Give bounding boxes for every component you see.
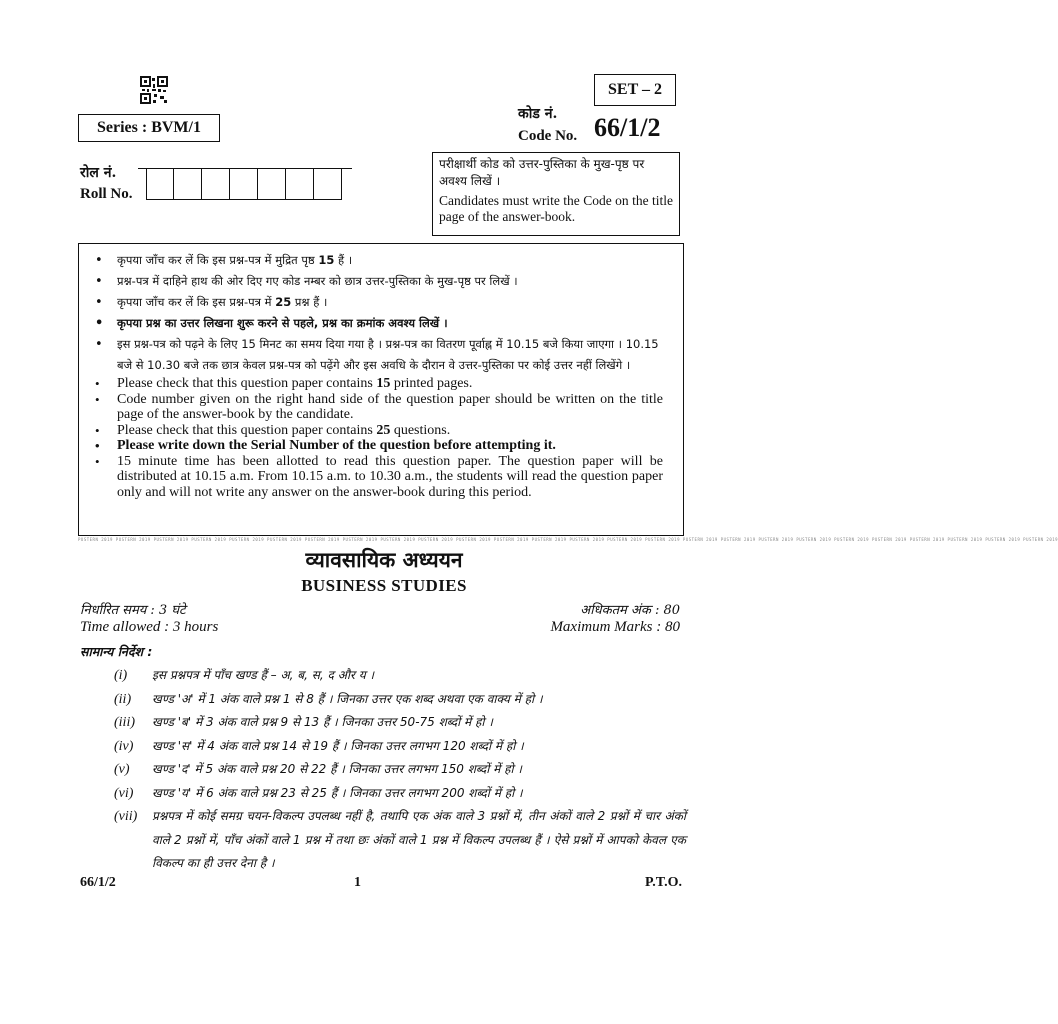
instruction-text: 15 minute time has been allotted to read this question paper. The question paper will be distributed at 10.15 a.m. From 10.15 a.m. to 10.30 a.m., the students will read the question paper only and will not write any answer on the answer-book during this period.	[117, 453, 663, 500]
general-instruction-item	[80, 735, 686, 759]
instruction-item-en	[117, 376, 663, 392]
general-instruction-text: प्रश्नपत्र में कोई समग्र चयन-विकल्प उपलब्ध नहीं है, तथापि एक अंक वाले 3 प्रश्नों में, तीन अंकों वाले 2 प्रश्नों में चार अंकों वाले 2 प्रश्नों में, पाँच अंकों वाले 1 प्रश्न में तथा छः अंकों वाले 1 प्रश्न में विकल्प उपलब्ध हैं । ऐसे प्रश्नों में आपको केवल एक विकल्प का ही उत्तर देना है ।	[152, 809, 686, 870]
instruction-number: 25	[376, 422, 391, 438]
general-instruction-text: खण्ड 'य' में 6 अंक वाले प्रश्न 23 से 25 हैं । जिनका उत्तर लगभग 200 शब्दों में हो ।	[152, 785, 523, 800]
instruction-text-end: questions.	[390, 422, 451, 438]
instruction-item-en	[117, 423, 663, 439]
roll-number-box[interactable]	[146, 168, 174, 200]
roll-number-box[interactable]	[202, 168, 230, 200]
general-instruction-number: (vi)	[114, 785, 134, 801]
roll-label-hindi: रोल नं.	[80, 165, 117, 181]
instruction-text: इस प्रश्न-पत्र को पढ़ने के लिए 15 मिनट का समय दिया गया है । प्रश्न-पत्र का वितरण पूर्वाह्न में 10.15 बजे किया जाएगा । 10.15 बजे से 10.30 बजे तक छात्र केवल प्रश्न-पत्र को पढ़ेंगे और इस अवधि के दौरान वे उत्तर-पुस्तिका पर कोई उत्तर नहीं लिखेंगे ।	[117, 337, 659, 372]
instruction-text: प्रश्न-पत्र में दाहिने हाथ की ओर दिए गए कोड नम्बर को छात्र उत्तर-पुस्तिका के मुख-पृष्ठ पर लिखें ।	[117, 274, 518, 288]
instruction-item-hi	[117, 250, 663, 271]
general-instruction-number: (iv)	[114, 738, 134, 754]
roll-number-box[interactable]	[258, 168, 286, 200]
max-marks-hindi: अधिकतम अंक : 80	[580, 603, 680, 618]
instruction-item-hi	[117, 292, 663, 313]
pto-label: P.T.O.	[645, 875, 682, 890]
footer-code: 66/1/2	[80, 875, 116, 890]
general-instruction-number: (iii)	[114, 715, 135, 730]
time-allowed-english: Time allowed : 3 hours	[80, 619, 219, 635]
instruction-item-hi	[117, 313, 663, 334]
code-number: 66/1/2	[594, 113, 661, 142]
general-instructions-title: सामान्य निर्देश :	[80, 644, 153, 659]
instruction-text: Please check that this question paper contains	[117, 422, 377, 438]
instruction-text: कृपया जाँच कर लें कि इस प्रश्न-पत्र में	[117, 295, 276, 309]
roll-number-box[interactable]	[286, 168, 314, 200]
general-instruction-text: खण्ड 'ब' में 3 अंक वाले प्रश्न 9 से 13 हैं । जिनका उत्तर 50-75 शब्दों में हो ।	[152, 715, 493, 729]
instruction-number: 15	[376, 376, 391, 391]
instruction-number: 25	[275, 295, 292, 309]
general-instruction-item	[80, 805, 686, 876]
code-label-english: Code No.	[518, 128, 578, 144]
general-instruction-item	[80, 664, 686, 688]
roll-number-box[interactable]	[314, 168, 342, 200]
watermark-strip	[78, 537, 1058, 543]
general-instruction-item	[80, 782, 686, 806]
instruction-item-en	[117, 454, 663, 501]
roll-number-boxes[interactable]	[146, 168, 342, 200]
instruction-text-end: printed pages.	[390, 376, 473, 391]
subject-title-hindi: व्यावसायिक अध्ययन	[305, 548, 463, 572]
subject-title-english: BUSINESS STUDIES	[301, 576, 467, 595]
instructions-list	[79, 244, 683, 500]
instruction-text: Please check that this question paper contains	[117, 376, 377, 391]
instruction-item-en	[117, 438, 663, 454]
series-label: Series : BVM/1	[78, 114, 220, 142]
max-marks-english: Maximum Marks : 80	[550, 619, 680, 635]
general-instruction-item	[80, 688, 686, 712]
code-note-english: Candidates must write the Code on the title page of the answer-book.	[439, 193, 673, 224]
time-allowed-hindi: निर्धारित समय : 3 घंटे	[80, 603, 186, 618]
general-instruction-text: खण्ड 'द' में 5 अंक वाले प्रश्न 20 से 22 हैं । जिनका उत्तर लगभग 150 शब्दों में हो ।	[152, 762, 522, 776]
instruction-text: Code number given on the right hand side of the question paper should be written on the title page of the answer-book by the candidate.	[117, 391, 663, 422]
watermark-text: PUSTERN 2019 PUSTERN 2019 PUSTERN 2019 PUSTERN 2019 PUSTERN 2019 PUSTERN 2019 PUSTERN 2019 PUSTERN 2019 PUSTERN 2019 PUSTERN 2019 PUSTERN 2019 PUSTERN 2019 PUSTERN 2019 PUSTERN 2019 PUSTERN 2019 PUSTERN 2019 PUSTERN 2019 PUSTERN 2019 PUSTERN 2019 PUSTERN 2019 PUSTERN 2019 PUSTERN 2019 PUSTERN 2019 PUSTERN 2019 PUSTERN 2019 PUSTERN 2019	[78, 537, 1058, 542]
roll-label-english: Roll No.	[80, 186, 133, 202]
general-instruction-text: खण्ड 'स' में 4 अंक वाले प्रश्न 14 से 19 हैं । जिनका उत्तर लगभग 120 शब्दों में हो ।	[152, 738, 524, 753]
instruction-text: कृपया जाँच कर लें कि इस प्रश्न-पत्र में मुद्रित पृष्ठ	[117, 253, 319, 267]
code-label-hindi: कोड नं.	[518, 106, 558, 122]
instruction-text-end: प्रश्न हैं ।	[291, 295, 328, 309]
general-instruction-number: (i)	[114, 668, 128, 683]
instruction-item-en	[117, 392, 663, 423]
general-instructions-list	[80, 664, 686, 876]
general-instruction-text: खण्ड 'अ' में 1 अंक वाले प्रश्न 1 से 8 हैं । जिनका उत्तर एक शब्द अथवा एक वाक्य में हो ।	[152, 691, 543, 706]
qr-code-icon	[140, 76, 168, 104]
instruction-item-hi	[117, 334, 663, 376]
general-instruction-item	[80, 758, 686, 782]
instruction-item-hi	[117, 271, 663, 292]
set-label: SET – 2	[594, 74, 676, 106]
general-instruction-text: इस प्रश्नपत्र में पाँच खण्ड हैं – अ, ब, स, द और य ।	[152, 668, 375, 682]
general-instruction-number: (ii)	[114, 691, 132, 707]
instruction-number: 15	[318, 253, 335, 267]
general-instruction-number: (vii)	[114, 809, 138, 824]
general-instruction-number: (v)	[114, 762, 130, 777]
general-instruction-item	[80, 711, 686, 735]
code-note-hindi: परीक्षार्थी कोड को उत्तर-पुस्तिका के मुख-पृष्ठ पर अवश्य लिखें ।	[439, 157, 645, 188]
instructions-box	[78, 243, 684, 536]
roll-number-box[interactable]	[174, 168, 202, 200]
instruction-text: Please write down the Serial Number of the question before attempting it.	[117, 438, 556, 453]
page-number: 1	[354, 875, 361, 890]
roll-number-box[interactable]	[230, 168, 258, 200]
instruction-text: कृपया प्रश्न का उत्तर लिखना शुरू करने से पहले, प्रश्न का क्रमांक अवश्य लिखें ।	[117, 316, 448, 330]
code-note-box	[432, 152, 680, 236]
instruction-text-end: हैं ।	[334, 253, 353, 267]
